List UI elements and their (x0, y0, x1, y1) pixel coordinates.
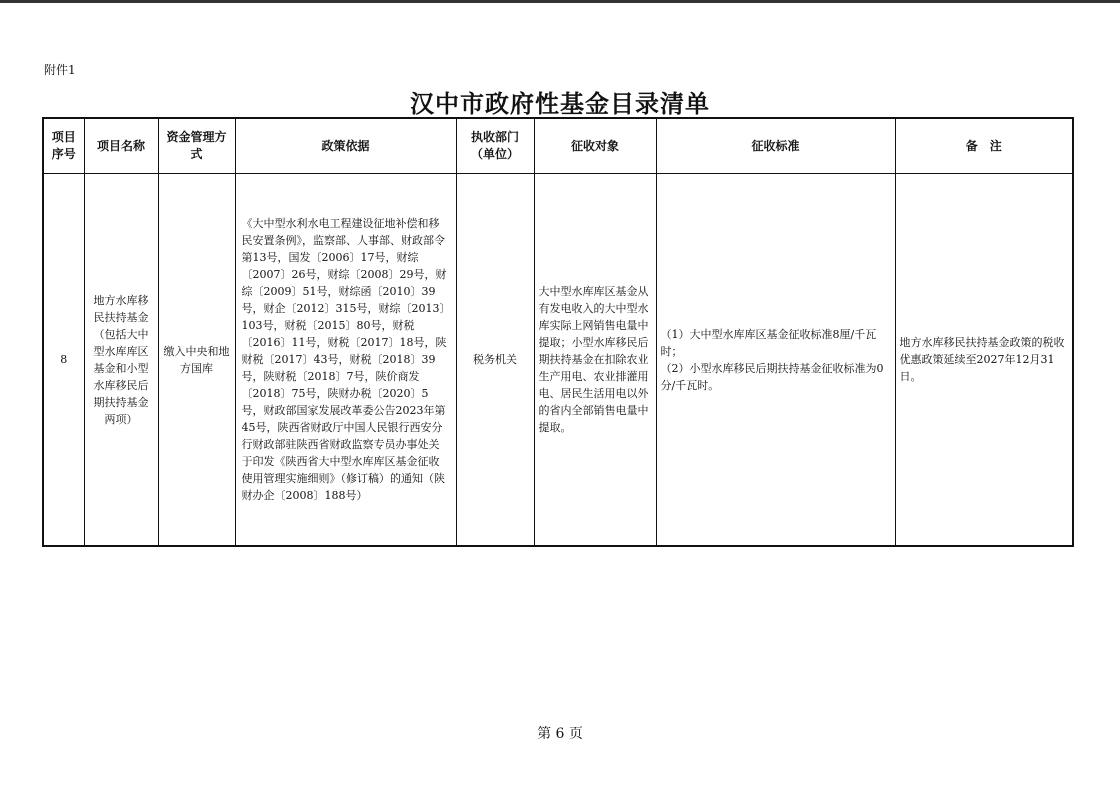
header-standard: 征收标准 (656, 118, 895, 174)
cell-basis: 《大中型水利水电工程建设征地补偿和移民安置条例》，监察部、人事部、财政部令第13号，国发〔2006〕17号，财综〔2007〕26号，财综〔2008〕29号，财综〔2009〕51号，财综函〔2010〕39号，财企〔2012〕315号，财综〔2013〕103号，财税〔2015〕80号，财税〔2016〕11号，财税〔2017〕18号，陕财税〔2017〕43号，财税〔2018〕39号，陕财税〔2018〕7号，陕价商发〔2018〕75号，陕财办税〔2020〕5号，财政部国家发展改革委公告2023年第45号，陕西省财政厅中国人民银行西安分行财政部驻陕西省财政监察专员办事处关于印发《陕西省大中型水库库区基金征收使用管理实施细则》（修订稿）的通知（陕财办企〔2008〕188号） (235, 174, 456, 547)
cell-name: 地方水库移民扶持基金（包括大中型水库库区基金和小型水库移民后期扶持基金两项） (84, 174, 158, 547)
cell-dept: 税务机关 (456, 174, 534, 547)
header-object: 征收对象 (534, 118, 656, 174)
header-dept: 执收部门（单位） (456, 118, 534, 174)
header-management: 资金管理方式 (158, 118, 235, 174)
table-row (43, 174, 1073, 547)
standard-item-2: （2）小型水库移民后期扶持基金征收标准为0分/千瓦时。 (660, 361, 884, 392)
header-basis: 政策依据 (235, 118, 456, 174)
standard-item-1: （1）大中型水库库区基金征收标准8厘/千瓦时； (660, 327, 877, 358)
cell-object: 大中型水库库区基金从有发电收入的大中型水库实际上网销售电量中提取；小型水库移民后期扶持基金在扣除农业生产用电、农业排灌用电、居民生活用电以外的省内全部销售电量中提取。 (534, 174, 656, 547)
cell-seq: 8 (43, 174, 84, 547)
header-remark: 备 注 (895, 118, 1073, 174)
cell-standard (656, 174, 895, 547)
page-title: 汉中市政府性基金目录清单 (410, 90, 710, 118)
cell-management: 缴入中央和地方国库 (158, 174, 235, 547)
page-number: 第 6 页 (537, 726, 583, 742)
cell-remark: 地方水库移民扶持基金政策的税收优惠政策延续至2027年12月31日。 (895, 174, 1073, 547)
header-name: 项目名称 (84, 118, 158, 174)
table-header-row (43, 118, 1073, 174)
fund-catalog-table (42, 117, 1074, 547)
top-border-line (0, 0, 1120, 3)
header-seq: 项目序号 (43, 118, 84, 174)
attachment-label: 附件1 (44, 63, 76, 77)
